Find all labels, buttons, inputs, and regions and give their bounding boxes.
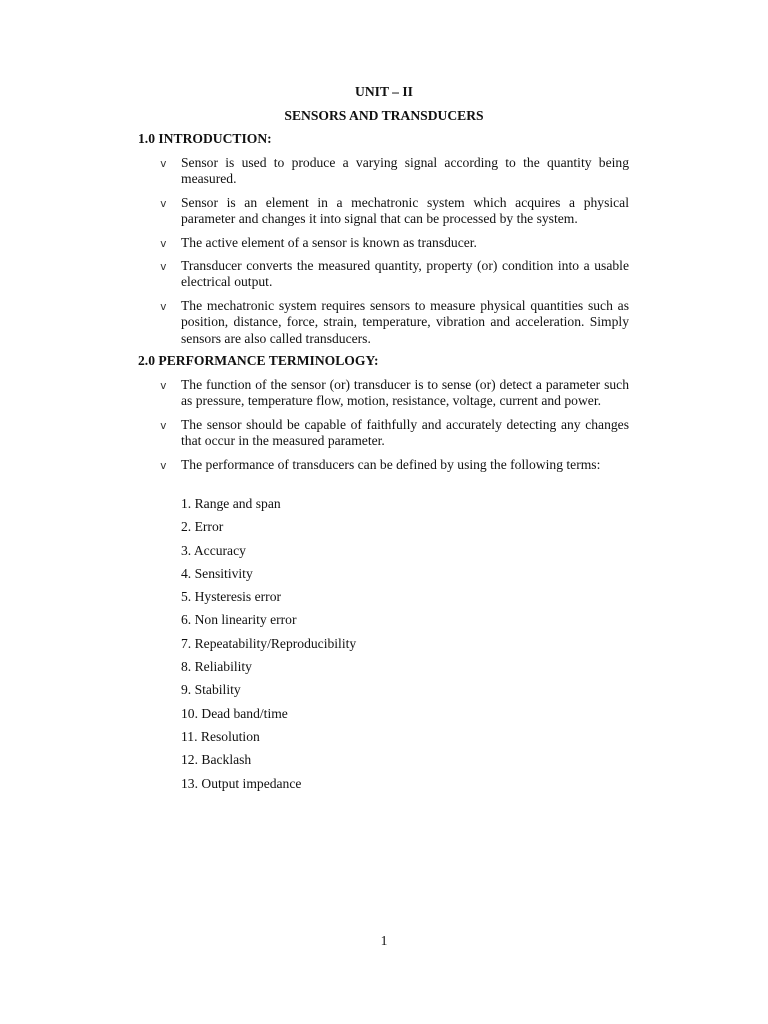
page-number: 1 xyxy=(380,933,388,948)
performance-terms-list xyxy=(181,496,356,799)
bullet-text: The performance of transducers can be defined by using the following terms: xyxy=(181,456,601,472)
list-item: 6. Non linearity error xyxy=(181,612,297,628)
bullet-text: Sensor is used to produce a varying signal according to the quantity being measured. xyxy=(181,155,629,187)
list-item xyxy=(0,298,768,347)
bullet-marker-icon: v xyxy=(160,236,167,250)
list-item: 2. Error xyxy=(181,519,224,535)
list-item: 10. Dead band/time xyxy=(181,705,288,721)
list-item xyxy=(0,377,768,410)
bullet-marker-icon: v xyxy=(160,418,167,432)
list-item xyxy=(0,235,768,251)
list-item xyxy=(0,417,768,450)
page-title: SENSORS AND TRANSDUCERS xyxy=(284,108,484,123)
bullet-text: The sensor should be capable of faithfully and accurately detecting any changes that occur in the measured parameter. xyxy=(181,416,629,449)
introduction-bullet-list xyxy=(0,155,768,354)
bullet-marker-icon: v xyxy=(160,458,167,472)
list-item: 9. Stability xyxy=(181,682,241,698)
bullet-marker-icon: v xyxy=(160,299,167,313)
list-item xyxy=(0,155,768,188)
bullet-text: Transducer converts the measured quantity, property (or) condition into a usable electrical output. xyxy=(181,258,629,290)
list-item: 1. Range and span xyxy=(181,496,281,511)
list-item: 8. Reliability xyxy=(181,659,252,675)
bullet-text: The mechatronic system requires sensors to measure physical quantities such as position, distance, force, strain, temperature, vibration and acceleration. Simply sensors are also called transducers. xyxy=(181,297,629,346)
list-item: 13. Output impedance xyxy=(181,775,302,791)
section-heading-performance-terminology: 2.0 PERFORMANCE TERMINOLOGY: xyxy=(138,353,379,368)
bullet-text: Sensor is an element in a mechatronic system which acquires a physical parameter and changes it into signal that can be processed by the system. xyxy=(181,194,629,227)
list-item xyxy=(0,195,768,228)
bullet-text: The function of the sensor (or) transducer is to sense (or) detect a parameter such as pressure, temperature flow, motion, resistance, voltage, current and power. xyxy=(181,377,629,409)
list-item: 12. Backlash xyxy=(181,752,252,768)
bullet-marker-icon: v xyxy=(160,157,167,170)
list-item: 11. Resolution xyxy=(181,728,260,744)
list-item: 4. Sensitivity xyxy=(181,565,253,581)
section-heading-introduction: 1.0 INTRODUCTION: xyxy=(138,131,272,146)
bullet-marker-icon: v xyxy=(160,196,167,210)
list-item: 7. Repeatability/Reproducibility xyxy=(181,635,357,651)
unit-title: UNIT – II xyxy=(355,84,413,99)
bullet-marker-icon: v xyxy=(160,379,167,392)
performance-bullet-list xyxy=(0,377,768,480)
list-item: 3. Accuracy xyxy=(181,542,246,558)
bullet-marker-icon: v xyxy=(160,260,167,274)
list-item xyxy=(0,258,768,291)
list-item: 5. Hysteresis error xyxy=(181,589,282,605)
list-item xyxy=(0,457,768,473)
bullet-text: The active element of a sensor is known as transducer. xyxy=(181,234,477,250)
